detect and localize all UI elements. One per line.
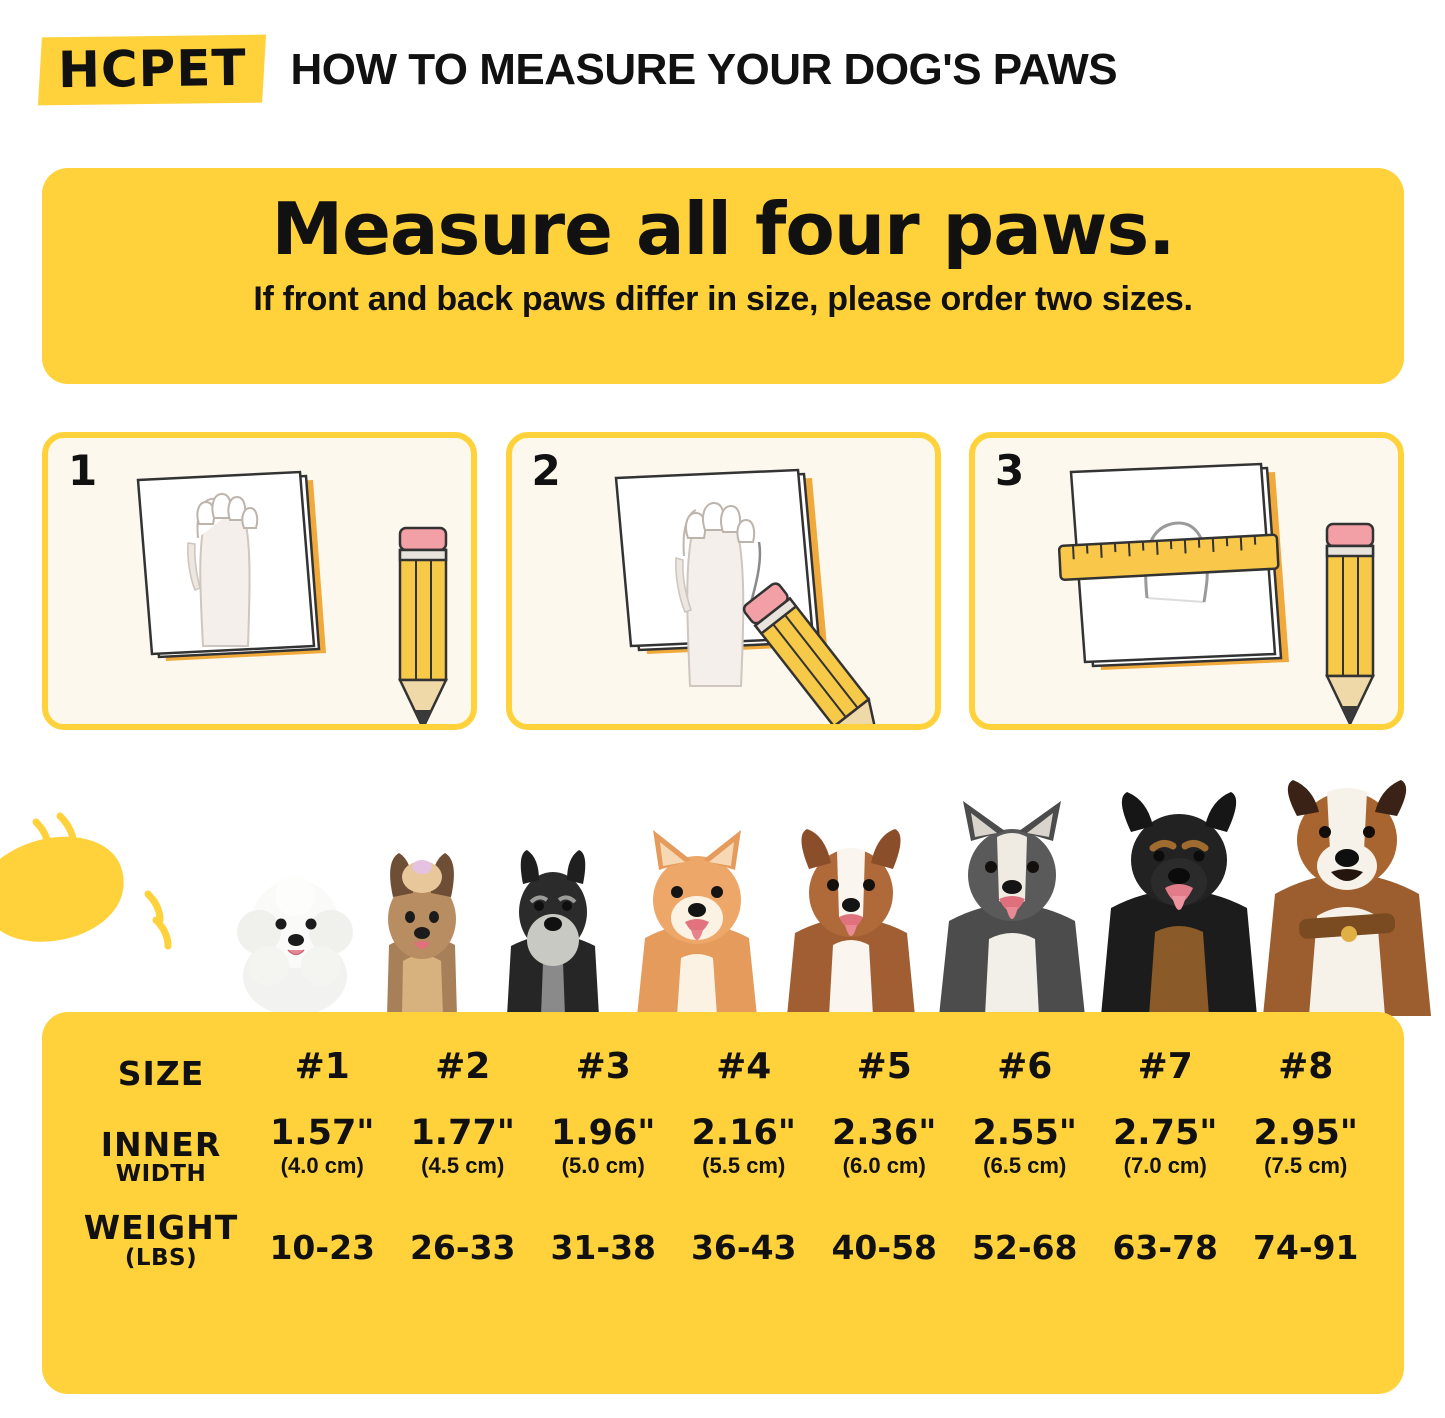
dog-yorkshire-terrier	[357, 841, 487, 1016]
tracing-paw-pencil-icon	[512, 438, 941, 730]
inner-width-cm-4: (5.5 cm)	[702, 1153, 786, 1179]
inner-width-cell-8	[1236, 1113, 1377, 1201]
step-card-3	[969, 432, 1404, 730]
size-cell-5: #5	[856, 1046, 912, 1087]
dog-size-illustration-row	[0, 748, 1445, 1016]
step-card-1	[42, 432, 477, 730]
paw-on-paper-icon	[48, 438, 477, 730]
step-number-1: 1	[68, 446, 98, 495]
inner-width-cell-1	[252, 1113, 393, 1201]
inner-width-cm-3: (5.0 cm)	[561, 1153, 645, 1179]
step-number-2: 2	[531, 446, 561, 495]
row-label-weight	[70, 1209, 252, 1271]
page-title: HOW TO MEASURE YOUR DOG'S PAWS	[290, 45, 1118, 94]
row-label-inner-width-line2: WIDTH	[115, 1161, 207, 1188]
banner-headline: Measure all four paws.	[271, 187, 1175, 271]
weight-cell-7: 63-78	[1112, 1228, 1219, 1268]
yellow-swoosh-icon	[0, 808, 210, 998]
size-chart-table	[42, 1012, 1404, 1394]
inner-width-cm-7: (7.0 cm)	[1123, 1153, 1207, 1179]
brand-logo-badge	[38, 35, 267, 106]
ruler-measuring-outline-icon	[975, 438, 1404, 730]
inner-width-cell-3	[533, 1113, 674, 1201]
dog-bichon-frise	[225, 856, 365, 1016]
inner-width-cell-7	[1095, 1113, 1236, 1201]
inner-width-cm-6: (6.5 cm)	[983, 1153, 1067, 1179]
size-cell-3: #3	[575, 1046, 631, 1087]
weight-cell-4: 36-43	[690, 1228, 797, 1268]
row-label-weight-unit: (LBS)	[124, 1244, 198, 1271]
inner-width-in-5: 2.36"	[831, 1113, 937, 1153]
size-cell-1: #1	[294, 1046, 350, 1087]
step-card-2	[506, 432, 941, 730]
inner-width-in-2: 1.77"	[410, 1113, 516, 1153]
size-cell-7: #7	[1137, 1046, 1193, 1087]
inner-width-cm-2: (4.5 cm)	[421, 1153, 505, 1179]
inner-width-cm-1: (4.0 cm)	[280, 1153, 364, 1179]
inner-width-cell-2	[393, 1113, 534, 1201]
row-label-inner-width	[70, 1113, 252, 1201]
dog-alaskan-malamute	[927, 801, 1097, 1016]
steps-row	[42, 432, 1404, 730]
weight-cell-1: 10-23	[269, 1228, 376, 1268]
inner-width-in-1: 1.57"	[269, 1113, 375, 1153]
table-row-inner-width	[70, 1113, 1376, 1201]
size-chart	[70, 1034, 1376, 1272]
dog-schnauzer	[483, 836, 623, 1016]
table-row-size	[70, 1034, 1376, 1113]
dog-australian-shepherd	[771, 821, 931, 1016]
weight-cell-6: 52-68	[971, 1228, 1078, 1268]
inner-width-in-3: 1.96"	[550, 1113, 656, 1153]
dog-breed-lineup	[225, 748, 1415, 1016]
page-header	[0, 0, 1445, 140]
inner-width-in-7: 2.75"	[1112, 1113, 1218, 1153]
size-cell-8: #8	[1278, 1046, 1334, 1087]
table-row-weight	[70, 1209, 1376, 1271]
inner-width-in-4: 2.16"	[691, 1113, 797, 1153]
inner-width-cm-5: (6.0 cm)	[842, 1153, 926, 1179]
dog-shiba-inu	[619, 826, 774, 1016]
step-number-3: 3	[995, 446, 1025, 495]
banner-subtext: If front and back paws differ in size, please order two sizes.	[253, 279, 1193, 318]
inner-width-in-6: 2.55"	[972, 1113, 1078, 1153]
weight-cell-2: 26-33	[409, 1228, 516, 1268]
row-label-size: SIZE	[117, 1053, 205, 1093]
instruction-banner	[42, 168, 1404, 384]
size-cell-2: #2	[435, 1046, 491, 1087]
inner-width-cm-8: (7.5 cm)	[1264, 1153, 1348, 1179]
size-cell-6: #6	[997, 1046, 1053, 1087]
dog-rottweiler	[1091, 786, 1266, 1016]
inner-width-in-8: 2.95"	[1253, 1113, 1359, 1153]
row-label-weight-text: WEIGHT	[83, 1208, 239, 1248]
size-cell-4: #4	[716, 1046, 772, 1087]
dog-saint-bernard	[1257, 766, 1437, 1016]
weight-cell-5: 40-58	[831, 1228, 938, 1268]
inner-width-cell-6	[955, 1113, 1096, 1201]
brand-name: HCPET	[57, 38, 247, 100]
inner-width-cell-4	[674, 1113, 815, 1201]
inner-width-cell-5	[814, 1113, 955, 1201]
weight-cell-3: 31-38	[550, 1228, 657, 1268]
row-label-inner-width-line1: INNER	[100, 1124, 222, 1164]
weight-cell-8: 74-91	[1252, 1228, 1359, 1268]
